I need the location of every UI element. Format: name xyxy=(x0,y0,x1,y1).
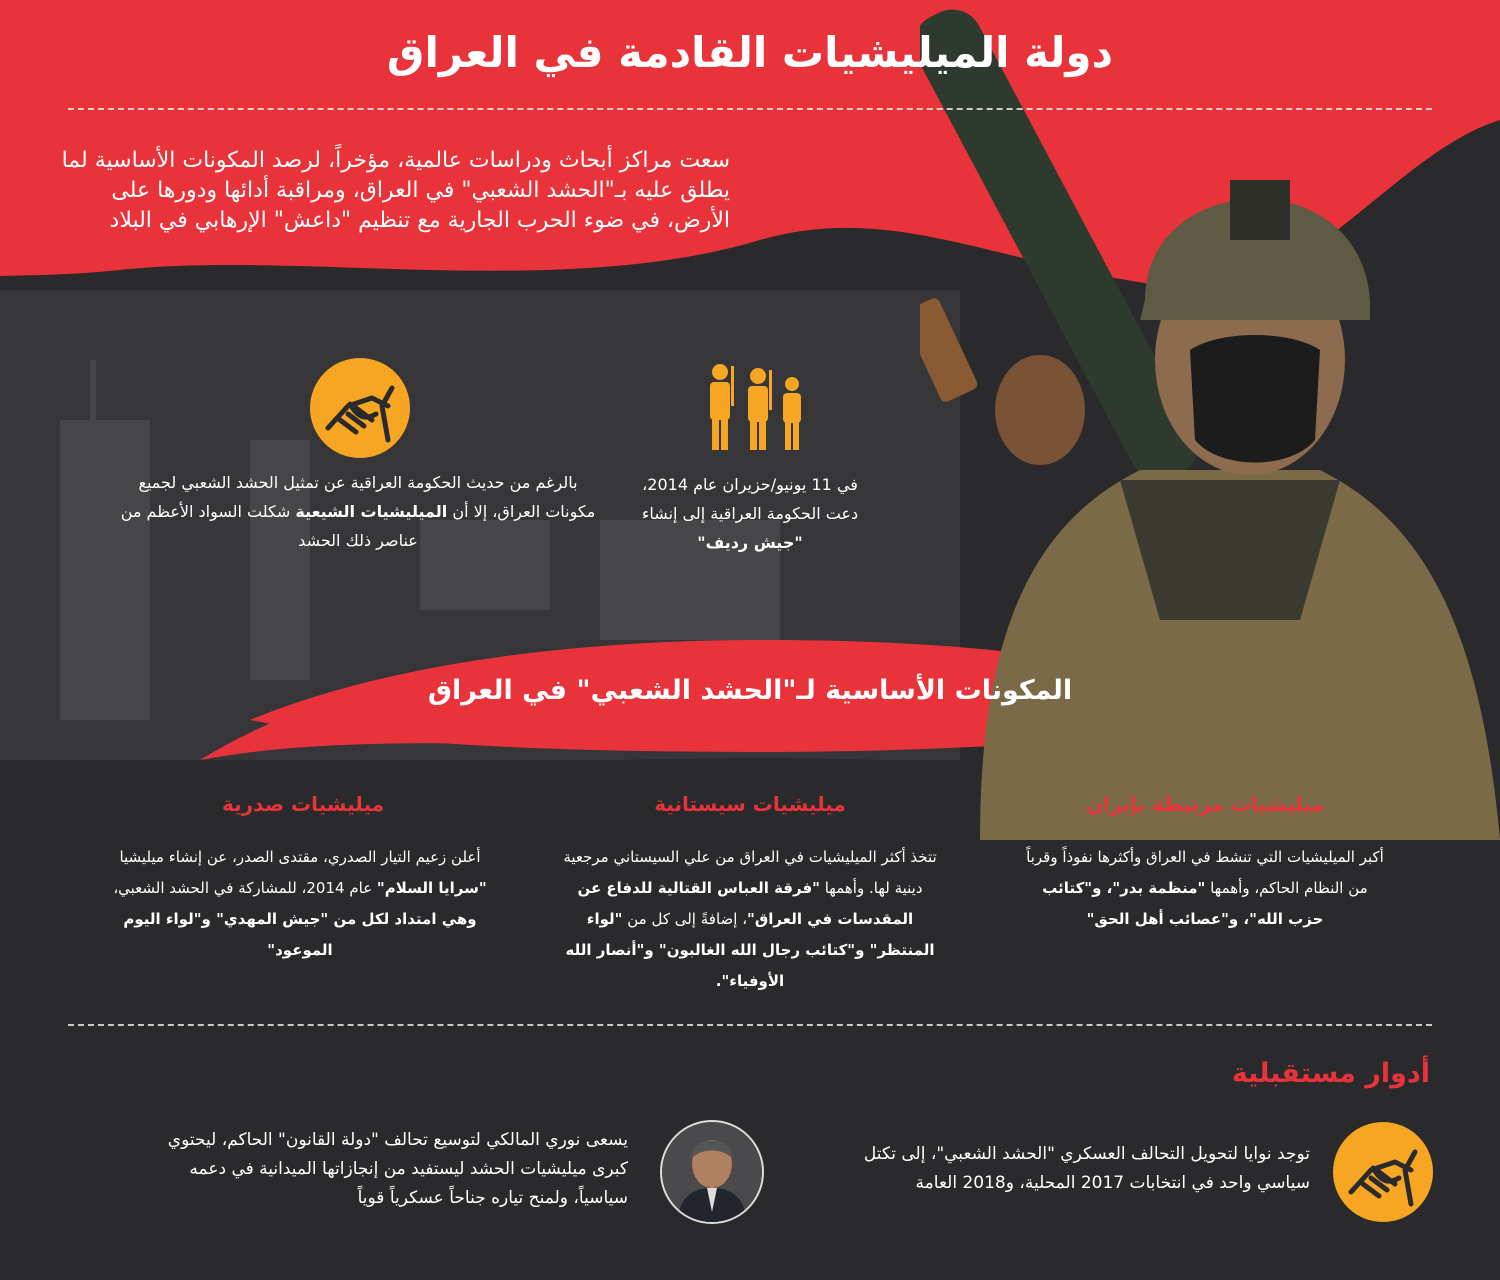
handshake-icon-circle xyxy=(310,358,410,458)
fact-1-text: في 11 يونيو/حزيران عام 2014، دعت الحكومة العراقية إلى إنشاء "جيش رديف" xyxy=(641,475,859,552)
divider-bottom xyxy=(68,1024,1432,1026)
column-iran-text: أكبر الميليشيات التي تنشط في العراق وأكثرها نفوذاً وقرباً من النظام الحاكم، وأهمها "منظمة بدر"، و"كتائب حزب الله"، و"عصائب أهل الحق" xyxy=(1026,848,1384,928)
handshake-icon xyxy=(1333,1122,1433,1222)
future-item-1-text: توجد نوايا لتحويل التحالف العسكري "الحشد الشعبي"، إلى تكتل سياسي واحد في انتخابات 2017 المحلية، و2018 العامة xyxy=(863,1144,1310,1193)
future-title: أدوار مستقبلية xyxy=(1231,1058,1430,1089)
avatar xyxy=(660,1120,764,1224)
column-sistani-title: ميليشيات سيستانية xyxy=(654,792,846,816)
future-item-2-text: يسعى نوري المالكي لتوسيع تحالف "دولة القانون" الحاكم، ليحتوي كبرى ميليشيات الحشد ليستفيد من إنجازاتها الميدانية في دعمه سياسياً، ولمنح تياره جناحاً عسكرياً قوياً xyxy=(167,1130,628,1208)
divider-top xyxy=(68,108,1432,110)
soldiers-icon xyxy=(700,362,810,452)
column-sadr-text: أعلن زعيم التيار الصدري، مقتدى الصدر، عن إنشاء ميليشيا "سرايا السلام" عام 2014، للمشاركة في الحشد الشعبي، وهي امتداد لكل من "جيش المهدي" و"لواء اليوم الموعود" xyxy=(113,848,487,959)
soldier-image xyxy=(920,0,1500,840)
politician-portrait xyxy=(662,1122,762,1222)
fact-2-text: بالرغم من حديث الحكومة العراقية عن تمثيل الحشد الشعبي لجميع مكونات العراق، إلا أن الميليشيات الشيعية شكلت السواد الأعظم من عناصر ذلك الحشد xyxy=(120,473,596,550)
future-handshake-icon-circle xyxy=(1333,1122,1433,1222)
components-title: المكونات الأساسية لـ"الحشد الشعبي" في العراق xyxy=(427,675,1073,706)
column-sadr-title: ميليشيات صدرية xyxy=(222,792,384,816)
column-sistani-text: تتخذ أكثر الميليشيات في العراق من علي السيستاني مرجعية دينية لها. وأهمها "فرقة العباس القتالية للدفاع عن المقدسات في العراق"، إضافةً إلى كل من "لواء المنتظر" و"كتائب رجال الله الغالبون" و"أنصار الله الأوفياء". xyxy=(563,848,937,990)
column-iran-title: ميليشيات مرتبطة بإيران xyxy=(1086,792,1324,816)
intro-text: سعت مراكز أبحاث ودراسات عالمية، مؤخراً، لرصد المكونات الأساسية لما يطلق عليه بـ"الحشد الشعبي" في العراق، ومراقبة أدائها ودورها على الأرض، في ضوء الحرب الجارية مع تنظيم "داعش" الإرهابي في البلاد xyxy=(61,148,730,233)
page-title: دولة الميليشيات القادمة في العراق xyxy=(386,28,1114,77)
handshake-icon xyxy=(310,358,410,458)
